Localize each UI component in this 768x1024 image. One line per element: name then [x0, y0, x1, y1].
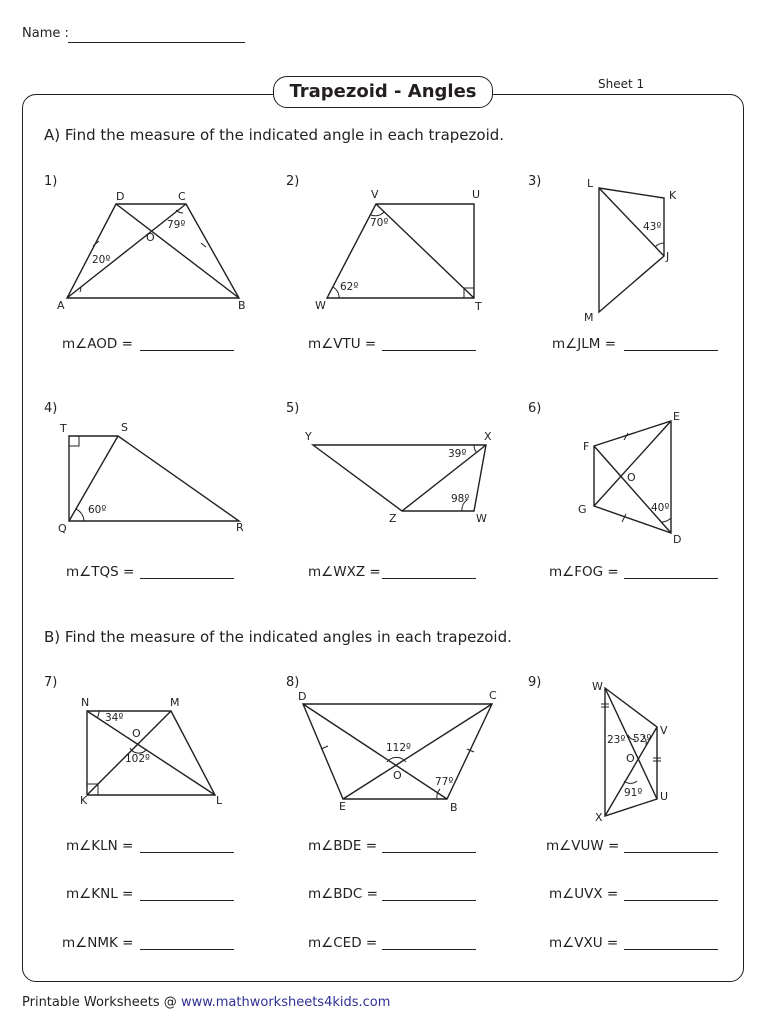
section-b-instruction: B) Find the measure of the indicated angles in each trapezoid.	[44, 628, 512, 646]
footer-prefix: Printable Worksheets @	[22, 995, 181, 1010]
angle-label: 60º	[88, 504, 107, 516]
angle-label: 79º	[167, 219, 186, 231]
vertex-label: X	[595, 811, 603, 824]
problem-8-number: 8)	[286, 675, 300, 690]
vertex-label: B	[238, 299, 246, 312]
problem-2-number: 2)	[286, 174, 300, 189]
angle-label: 52º	[633, 733, 652, 745]
angle-label: 23º	[607, 734, 626, 746]
sheet-label: Sheet 1	[598, 77, 645, 91]
problem-3-number: 3)	[528, 174, 542, 189]
vertex-label: W	[476, 512, 487, 525]
vertex-label: F	[583, 440, 590, 453]
vertex-label: K	[80, 794, 88, 807]
footer	[22, 995, 390, 1010]
vertex-label: V	[660, 724, 668, 737]
vertex-label: K	[669, 189, 677, 202]
vertex-label: T	[60, 422, 67, 435]
vertex-label: E	[673, 410, 680, 423]
answer-label: m∠FOG =	[549, 564, 619, 580]
angle-label: 91º	[624, 787, 643, 799]
vertex-label: T	[475, 300, 482, 313]
problem-7-number: 7)	[44, 675, 58, 690]
vertex-label: M	[584, 311, 594, 324]
name-label: Name :	[22, 26, 69, 41]
section-a-instruction: A) Find the measure of the indicated angle in each trapezoid.	[44, 126, 505, 144]
angle-label: 102º	[125, 753, 150, 765]
vertex-label: E	[339, 800, 346, 813]
answer-label: m∠CED =	[308, 935, 378, 951]
vertex-label: J	[666, 250, 670, 263]
vertex-label: D	[673, 533, 682, 546]
vertex-label: M	[170, 696, 180, 709]
vertex-label: W	[592, 680, 603, 693]
vertex-label: U	[472, 188, 481, 201]
vertex-label: O	[393, 769, 402, 782]
problem-1-number: 1)	[44, 174, 58, 189]
answer-label: m∠KNL =	[66, 886, 134, 902]
angle-label: 98º	[451, 493, 470, 505]
vertex-label: R	[236, 521, 244, 534]
vertex-label: O	[146, 231, 155, 244]
vertex-label: L	[216, 794, 223, 807]
angle-label: 70º	[370, 217, 389, 229]
answer-label: m∠WXZ =	[308, 564, 381, 580]
vertex-label: G	[578, 503, 587, 516]
answer-label: m∠VUW =	[546, 838, 620, 854]
problem-6-number: 6)	[528, 401, 542, 416]
vertex-label: B	[450, 801, 458, 814]
problem-9-number: 9)	[528, 675, 542, 690]
vertex-label: W	[315, 299, 326, 312]
answer-label: m∠TQS =	[66, 564, 135, 580]
answer-label: m∠UVX =	[549, 886, 619, 902]
vertex-label: Z	[389, 512, 397, 525]
answer-label: m∠BDC =	[308, 886, 378, 902]
answer-label: m∠JLM =	[552, 336, 617, 352]
angle-label: 34º	[105, 712, 124, 724]
angle-label: 43º	[643, 221, 662, 233]
vertex-label: Q	[58, 522, 67, 535]
worksheet-title: Trapezoid - Angles	[273, 76, 493, 108]
angle-label: 39º	[448, 448, 467, 460]
vertex-label: N	[81, 696, 90, 709]
vertex-label: D	[116, 190, 125, 203]
vertex-label: C	[489, 689, 497, 702]
footer-link[interactable]: www.mathworksheets4kids.com	[180, 995, 391, 1010]
answer-label: m∠AOD =	[62, 336, 133, 352]
vertex-label: O	[132, 727, 141, 740]
answer-label: m∠KLN =	[66, 838, 134, 854]
vertex-label: Y	[305, 430, 312, 443]
angle-label: 112º	[386, 742, 411, 754]
answer-label: m∠VXU =	[549, 935, 619, 951]
vertex-label: X	[484, 430, 492, 443]
problem-5-number: 5)	[286, 401, 300, 416]
answer-label: m∠NMK =	[62, 935, 134, 951]
answer-label: m∠VTU =	[308, 336, 377, 352]
vertex-label: O	[626, 752, 635, 765]
angle-label: 20º	[92, 254, 111, 266]
angle-label: 40º	[651, 502, 670, 514]
vertex-label: V	[371, 188, 379, 201]
vertex-label: D	[298, 690, 307, 703]
angle-label: 77º	[435, 776, 454, 788]
vertex-label: C	[178, 190, 186, 203]
vertex-label: S	[121, 421, 128, 434]
problem-4-number: 4)	[44, 401, 58, 416]
answer-label: m∠BDE =	[308, 838, 378, 854]
vertex-label: U	[660, 790, 669, 803]
vertex-label: O	[627, 471, 636, 484]
vertex-label: L	[587, 177, 594, 190]
vertex-label: A	[57, 299, 65, 312]
angle-label: 62º	[340, 281, 359, 293]
